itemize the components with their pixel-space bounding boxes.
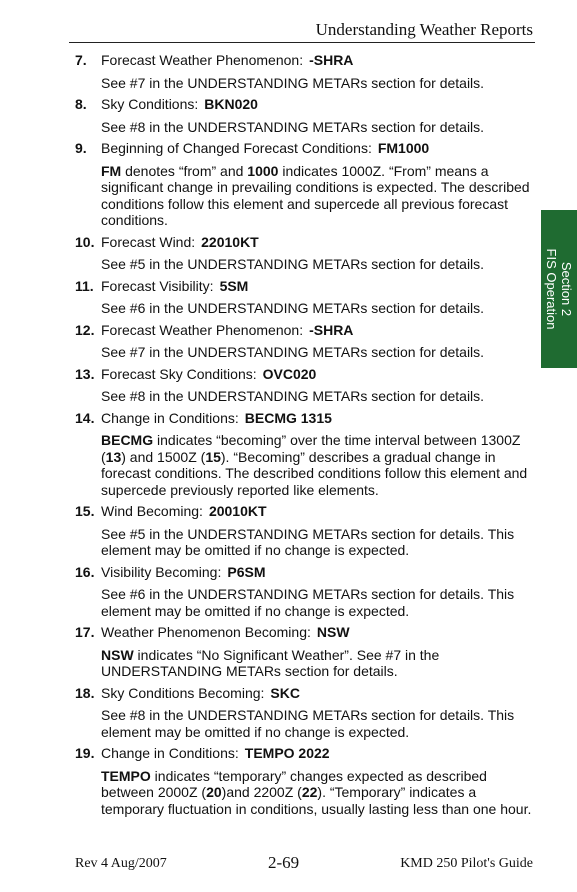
list-item-code: FM1000 [377,140,430,156]
description-text: See #8 in the UNDERSTANDING METARs section for details. [101,118,485,135]
list-item-heading [75,745,535,762]
description-bold-term: 15 [205,448,221,465]
list-item-code: -SHRA [309,52,354,68]
description-bold-term: FM [101,162,122,179]
list-item-code: 20010KT [208,503,267,519]
description-bold-term: 13 [105,448,122,465]
description-bold-term: 20 [206,784,222,800]
section-tab-line1: Section 2 [559,261,574,317]
list-item-heading [75,366,535,383]
description-text: See #7 in the UNDERSTANDING METARs section for details. [101,344,485,360]
description-text: See #6 in the UNDERSTANDING METARs section for details. This element may be omitted if no change is expected. [101,586,515,619]
list-item-code: NSW [316,624,350,640]
list-item-code: BECMG 1315 [244,409,332,426]
list-item-code: 5SM [219,277,249,294]
list-item-description [75,586,535,619]
list-item [75,278,535,317]
description-text: See #8 in the UNDERSTANDING METARs section for details. [101,388,485,404]
footer-guide-title: KMD 250 Pilot's Guide [400,856,533,871]
list-item-number: 8. [75,96,87,112]
list-item-description [75,163,535,229]
description-bold-term: TEMPO [101,767,151,784]
description-text: denotes “from” and [121,162,248,179]
list-item-number: 19. [75,745,95,761]
description-bold-term: NSW [101,646,134,663]
header-rule [69,42,535,43]
list-item-title: Forecast Weather Phenomenon: [101,321,304,338]
list-item-title: Weather Phenomenon Becoming: [101,624,311,640]
description-text: indicates “No Significant Weather”. See #7 in the UNDERSTANDING METARs section for details. [101,646,440,679]
item-list [75,52,535,822]
list-item-number: 15. [75,503,95,519]
list-item-heading [75,96,535,113]
description-text: indicates “temporary” changes expected as described between 2000Z ( [101,767,487,800]
list-item-heading [75,685,535,702]
list-item [75,410,535,499]
description-bold-term: 22 [301,784,318,800]
list-item-description [75,526,535,559]
list-item [75,745,535,817]
list-item-title: Sky Conditions Becoming: [101,684,265,701]
list-item-number: 13. [75,365,95,382]
list-item [75,624,535,680]
description-text: See #8 in the UNDERSTANDING METARs section for details. This element may be omitted if no change is expected. [101,707,515,740]
description-text: ) and 1500Z ( [121,448,206,465]
list-item-heading [75,410,535,427]
list-item-description [75,256,535,273]
section-tab [541,210,577,368]
list-item-title: Forecast Wind: [101,233,196,250]
list-item-number: 18. [75,684,95,701]
page-number: 2-69 [268,853,300,872]
list-item-description [75,75,535,92]
list-item-heading [75,564,535,581]
list-item-number: 16. [75,563,95,580]
list-item-heading [75,503,535,520]
list-item-code: -SHRA [309,321,354,338]
list-item-description [75,768,535,818]
list-item-description [75,707,535,740]
list-item-number: 12. [75,321,95,338]
list-item-description [75,388,535,405]
section-tab-line2: FIS Operation [544,248,559,330]
list-item-title: Change in Conditions: [101,409,239,426]
description-text: indicates 1000Z. “From” means a significant change in prevailing conditions is expected. The described conditions follow this element and supercede all previous forecast conditions. [101,162,530,228]
list-item-number: 17. [75,624,95,640]
description-bold-term: BECMG [101,432,154,448]
footer-revision: Rev 4 Aug/2007 [75,856,167,871]
list-item-title: Beginning of Changed Forecast Conditions: [101,140,372,156]
description-text: See #5 in the UNDERSTANDING METARs section for details. [101,256,485,272]
list-item-title: Forecast Sky Conditions: [101,365,257,382]
description-text: ). “Temporary” indicates a temporary fluctuation in conditions, usually lasting less than one hour. [101,784,532,817]
list-item-number: 10. [75,233,95,250]
list-item-heading [75,140,535,157]
list-item [75,366,535,405]
list-item-description [75,647,535,680]
list-item-heading [75,624,535,641]
list-item-number: 14. [75,409,95,426]
list-item-description [75,300,535,317]
list-item-code: OVC020 [262,365,317,382]
list-item-code: SKC [270,684,300,701]
list-item-heading [75,52,535,69]
list-item-title: Sky Conditions: [101,96,199,112]
list-item [75,52,535,91]
description-text: See #6 in the UNDERSTANDING METARs section for details. [101,300,485,316]
page-header-title: Understanding Weather Reports [315,20,533,39]
list-item [75,564,535,620]
description-text: )and 2200Z ( [221,784,302,800]
list-item-heading [75,278,535,295]
list-item [75,685,535,741]
description-text: See #5 in the UNDERSTANDING METARs section for details. This element may be omitted if no change is expected. [101,525,515,558]
list-item-title: Change in Conditions: [101,745,239,761]
list-item-description [75,119,535,136]
list-item-heading [75,234,535,251]
description-text: See #7 in the UNDERSTANDING METARs section for details. [101,74,485,91]
list-item-title: Forecast Weather Phenomenon: [101,52,304,68]
list-item-code: BKN020 [204,96,258,112]
list-item [75,322,535,361]
list-item [75,234,535,273]
list-item-number: 7. [75,52,87,68]
section-tab-label [544,249,574,330]
description-bold-term: 1000 [247,162,279,179]
list-item-heading [75,322,535,339]
list-item-code: 22010KT [201,233,259,250]
list-item [75,96,535,135]
list-item-number: 9. [75,140,87,156]
list-item-description [75,432,535,498]
list-item-description [75,344,535,361]
list-item-title: Visibility Becoming: [101,563,222,580]
list-item-code: TEMPO 2022 [244,745,330,761]
list-item [75,140,535,229]
list-item [75,503,535,559]
description-text: indicates “becoming” over the time interval between 1300Z ( [101,432,521,465]
list-item-title: Forecast Visibility: [101,277,214,294]
description-text: ). “Becoming” describes a gradual change in forecast conditions. The described conditions follow this element and supercede previously reported like elements. [101,448,528,498]
list-item-title: Wind Becoming: [101,503,203,519]
list-item-number: 11. [75,277,94,294]
list-item-code: P6SM [227,563,266,580]
